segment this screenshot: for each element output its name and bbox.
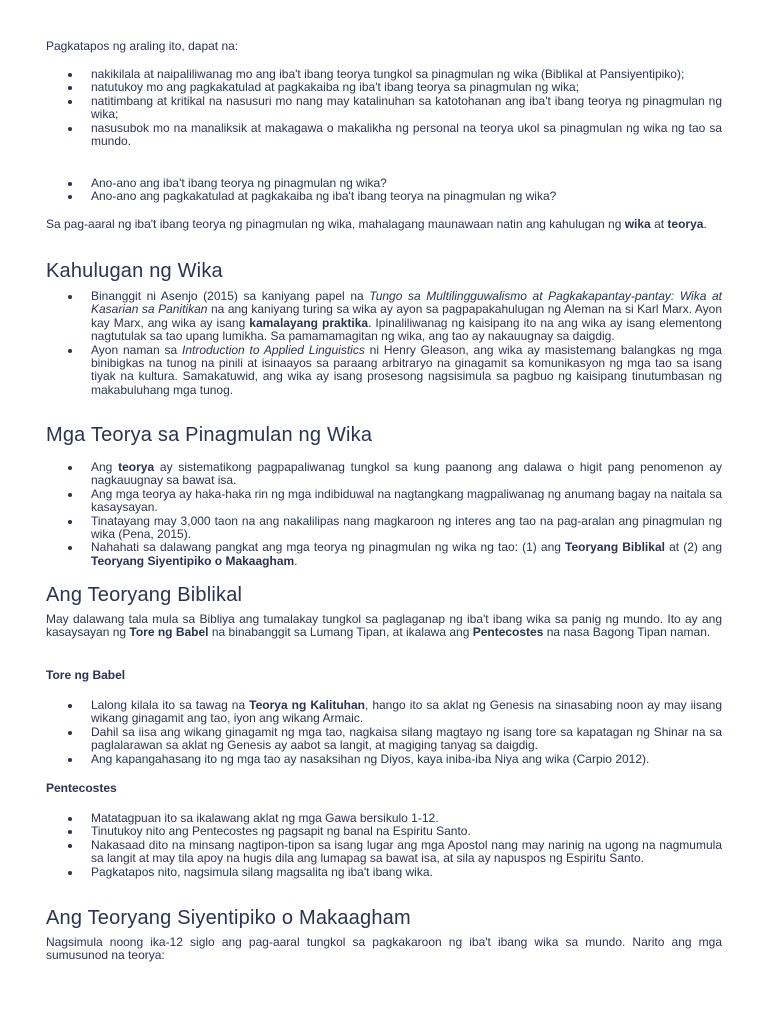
siyentipiko-paragraph: Nagsimula noong ika-12 siglo ang pag-aaral tungkol sa pagkakaroon ng iba't ibang wika sa mundo. Narito ang mga sumusunod na teorya: — [46, 935, 722, 963]
tore-list — [46, 699, 722, 766]
teorya-item: Tinatayang may 3,000 taon na ang nakalilipas nang magkaroon ng interes ang tao na pag-aralan ang pinagmulan ng wika (Pena, 2015). — [46, 515, 722, 542]
teorya-item: Ang teorya ay sistematikong pagpapaliwanag tungkol sa kung paanong ang dalawa o higit pang penomenon ay nagkauugnay sa bawat isa. — [46, 461, 722, 488]
objective-item: natutukoy mo ang pagkakatulad at pagkakaiba ng iba't ibang teorya sa pinagmulan ng wika; — [46, 81, 722, 94]
tore-item: Lalong kilala ito sa tawag na Teorya ng Kalituhan, hango ito sa aklat ng Genesis na sinasabing noon ay may iisang wikang ginagamit ang tao, iyon ang wikang Armaic. — [46, 699, 722, 726]
kahulugan-list — [46, 290, 722, 397]
heading-mga-teorya: Mga Teorya sa Pinagmulan ng Wika — [46, 424, 373, 446]
term-kamalayang-praktika: kamalayang praktika — [249, 315, 369, 330]
lead-paragraph: Sa pag-aaral ng iba't ibang teorya ng pinagmulan ng wika, mahalagang maunawaan natin ang kahulugan ng wika at teorya. — [46, 217, 707, 231]
heading-biblikal: Ang Teoryang Biblikal — [46, 584, 243, 606]
objective-item: nakikilala at naipaliliwanag mo ang iba't ibang teorya tungkol sa pinagmulan ng wika (Biblikal at Pansiyentipiko); — [46, 68, 722, 81]
term-teorya: teorya — [118, 460, 155, 474]
term-teorya: teorya — [667, 217, 704, 231]
pentecostes-item: Tinutukoy nito ang Pentecostes ng pagsapit ng banal na Espiritu Santo. — [46, 825, 722, 838]
term-pentecostes: Pentecostes — [472, 625, 544, 640]
heading-kahulugan: Kahulugan ng Wika — [46, 260, 223, 282]
book-title: Introduction to Applied Linguistics — [182, 342, 365, 357]
term-teoryang-siyentipiko: Teoryang Siyentipiko o Makaagham — [91, 553, 295, 568]
teorya-item: Nahahati sa dalawang pangkat ang mga teorya ng pinagmulan ng wika ng tao: (1) ang Teoryang Biblikal at (2) ang Teoryang Siyentipiko o Makaagham. — [46, 541, 722, 568]
questions-list — [46, 177, 722, 204]
tore-item: Dahil sa iisa ang wikang ginagamit ng mga tao, nagkaisa silang magtayo ng isang tore sa kapatagan ng Shinar na sa paglalarawan sa aklat ng Genesis ay aabot sa langit, at magiging tanyag sa daigdig. — [46, 726, 722, 753]
objective-item: natitimbang at kritikal na nasusuri mo nang may katalinuhan sa katotohanan ang iba't ibang teorya ng pinagmulan ng wika; — [46, 95, 722, 122]
book-title: Tungo sa Multilingguwalismo at Pagkakapantay-pantay: Wika at Kasarian sa Panitikan — [91, 289, 723, 317]
pentecostes-item: Nakasaad dito na minsang nagtipon-tipon sa isang lugar ang mga Apostol nang may narinig na ugong na nagmumula sa langit at may tila apoy na hugis dila ang lumapag sa bawat isa, at sila ay napuspos ng Espiritu Santo. — [46, 839, 722, 866]
subheading-pentecostes: Pentecostes — [46, 781, 117, 795]
pentecostes-list — [46, 812, 722, 879]
term-wika: wika — [624, 217, 651, 231]
heading-siyentipiko: Ang Teoryang Siyentipiko o Makaagham — [46, 907, 411, 929]
pentecostes-item: Pagkatapos nito, nagsimula silang magsalita ng iba't ibang wika. — [46, 866, 722, 879]
biblikal-paragraph: May dalawang tala mula sa Bibliya ang tumalakay tungkol sa paglaganap ng iba't ibang wika sa panig ng mundo. Ito ay ang kasaysayan ng Tore ng Babel na binabanggit sa Lumang Tipan, at ikalawa ang Pentecostes na nasa Bagong Tipan naman. — [46, 612, 722, 640]
term-teorya-ng-kalituhan: Teorya ng Kalituhan — [249, 698, 365, 712]
objective-item: nasusubok mo na manaliksik at makagawa o makalikha ng personal na teorya ukol sa pinagmulan ng wika ng tao sa mundo. — [46, 122, 722, 149]
kahulugan-item-asenjo: Binanggit ni Asenjo (2015) sa kaniyang papel na Tungo sa Multilingguwalismo at Pagkakapantay-pantay: Wika at Kasarian sa Panitikan na ang kaniyang turing sa wika ay ayon sa pagpapakahulugan ng Aleman na si Karl Marx. Ayon kay Marx, ang wika ay isang kamalayang praktika. Ipinaliliwanag ng kaisipang ito na ang wika ay isang elementong nagtutulak sa tao upang lumikha. Sa pamamamagitan ng wika, ang tao ay nakauugnay sa daigdig. — [46, 290, 722, 344]
teorya-item: Ang mga teorya ay haka-haka rin ng mga indibiduwal na nagtangkang magpaliwanag ng anumang bagay na naitala sa kasaysayan. — [46, 488, 722, 515]
objectives-list — [46, 68, 722, 148]
subheading-tore-ng-babel: Tore ng Babel — [46, 668, 126, 682]
teorya-list — [46, 461, 722, 568]
kahulugan-item-gleason: Ayon naman sa Introduction to Applied Linguistics ni Henry Gleason, ang wika ay masistemang balangkas ng mga binibigkas na tunog na pinili at isinaayos sa paraang arbitraryo na ginagamit sa komunikasyon ng mga tao sa isang tiyak na kultura. Samakatuwid, ang wika ay isang prosesong nagsisimula sa pagbuo ng kaisipang tinutumbasan ng makabuluhang mga tunog. — [46, 344, 722, 398]
pentecostes-item: Matatagpuan ito sa ikalawang aklat ng mga Gawa bersikulo 1-12. — [46, 812, 722, 825]
intro-text: Pagkatapos ng araling ito, dapat na: — [46, 39, 239, 53]
question-item: Ano-ano ang iba't ibang teorya ng pinagmulan ng wika? — [46, 177, 722, 190]
question-item: Ano-ano ang pagkakatulad at pagkakaiba ng iba't ibang teorya na pinagmulan ng wika? — [46, 190, 722, 203]
term-tore-ng-babel: Tore ng Babel — [129, 625, 209, 640]
term-teoryang-biblikal: Teoryang Biblikal — [565, 540, 665, 555]
tore-item: Ang kapangahasang ito ng mga tao ay nasaksihan ng Diyos, kaya iniba-iba Niya ang wika (Carpio 2012). — [46, 753, 722, 766]
